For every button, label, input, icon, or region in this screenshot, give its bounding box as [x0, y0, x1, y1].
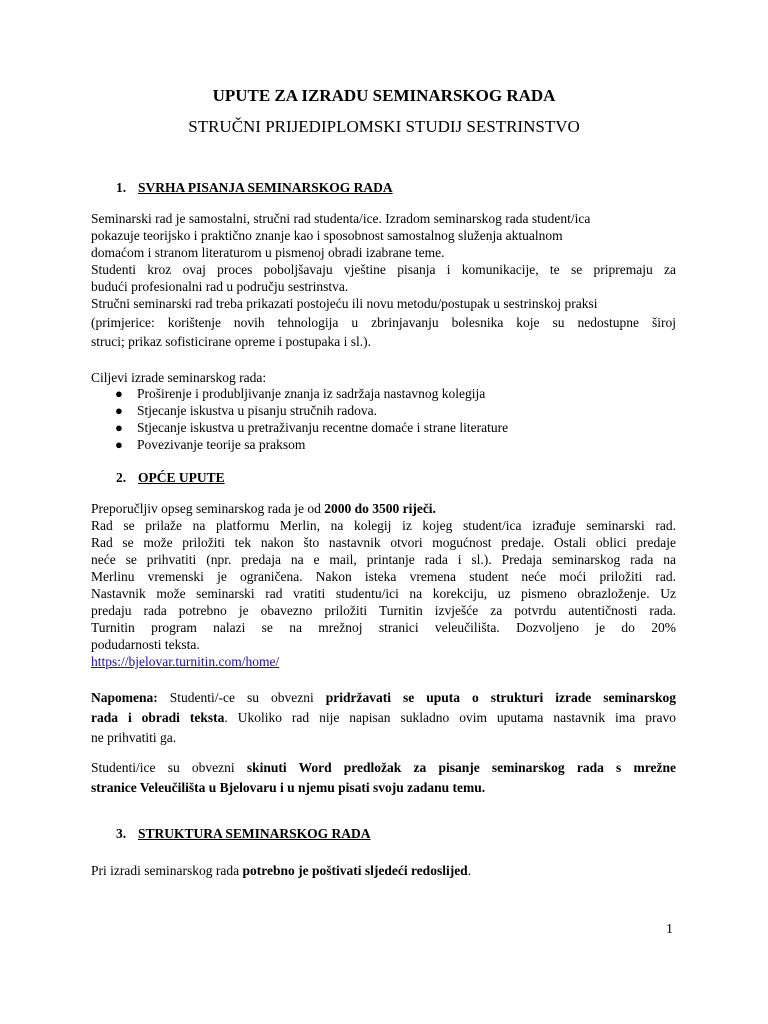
text-line: predaju rada potrebno je obavezno priložiti Turnitin izvješće za potvrdu autentičnosti rada.	[91, 603, 676, 618]
text-line: domaćom i stranom literaturom u pismenoj obradi izabrane teme.	[91, 245, 445, 260]
paragraph-purpose	[91, 210, 676, 350]
scope-bold: 2000 do 3500 riječi.	[324, 501, 436, 516]
bullet-icon: ●	[115, 437, 123, 452]
note-label: Napomena:	[91, 690, 158, 705]
paragraph-note	[91, 688, 676, 748]
text-line: ne prihvatiti ga.	[91, 730, 177, 745]
list-item	[91, 402, 676, 419]
document-subtitle: STRUČNI PRIJEDIPLOMSKI STUDIJ SESTRINSTVO	[188, 117, 580, 136]
section-title: OPĆE UPUTE	[138, 470, 225, 485]
section-title: SVRHA PISANJA SEMINARSKOG RADA	[138, 180, 393, 195]
list-item-text: Povezivanje teorije sa praksom	[137, 437, 306, 452]
structure-text: Pri izradi seminarskog rada	[91, 863, 243, 878]
note-text: Studenti/-ce su obvezni	[157, 690, 326, 705]
text-line: Stručni seminarski rad treba prikazati postojeću ili novu metodu/postupak u sestrinskoj praksi	[91, 296, 598, 311]
text-line: podudarnosti teksta.	[91, 637, 200, 652]
bullet-icon: ●	[115, 420, 123, 435]
text-line: Merlinu vremenski je ograničena. Nakon isteka vremena student neće moći priložiti rad.	[91, 569, 676, 584]
text-line: neće se prihvatiti (npr. predaja na e mail, printanje rada i sl.). Predaja seminarskog rada na	[91, 552, 676, 567]
text-line: budući profesionalni rad u području sestrinstva.	[91, 279, 349, 294]
text-line	[91, 708, 676, 728]
note-text: . Ukoliko rad nije napisan sukladno ovim uputama nastavnik ima pravo	[224, 710, 676, 725]
scope-text: Preporučljiv opseg seminarskog rada je od	[91, 501, 325, 516]
text-line	[91, 778, 676, 798]
section-heading-3	[116, 826, 371, 842]
section-title: STRUKTURA SEMINARSKOG RADA	[138, 826, 371, 841]
section-number: 1.	[116, 180, 127, 195]
text-line: Turnitin program nalazi se na mrežnoj stranici veleučilišta. Dozvoljeno je do 20%	[91, 620, 676, 635]
paragraph-structure	[91, 862, 676, 879]
note-bold: rada i obradi teksta	[91, 710, 225, 725]
text-line: Rad se može priložiti tek nakon što nastavnik otvori mogućnost predaje. Ostali oblici predaje	[91, 535, 676, 550]
page-number: 1	[666, 922, 673, 937]
scope-line	[91, 500, 676, 517]
word-text: Studenti/ice su obvezni	[91, 760, 247, 775]
structure-bold: potrebno je poštivati sljedeći redoslijed	[242, 863, 468, 878]
document-title: UPUTE ZA IZRADU SEMINARSKOG RADA	[212, 86, 556, 105]
section-number: 3.	[116, 826, 127, 841]
text-line: struci; prikaz sofisticirane opreme i postupaka i sl.).	[91, 334, 372, 349]
goals-list	[91, 385, 676, 453]
note-bold: pridržavati se uputa o strukturi izrade seminarskog	[325, 690, 676, 705]
text-line: Seminarski rad je samostalni, stručni rad studenta/ice. Izradom seminarskog rada student/ica	[91, 211, 591, 226]
bullet-icon: ●	[115, 403, 123, 418]
text-line: pokazuje teorijsko i praktično znanje kao i sposobnost samostalnog služenja aktualnom	[91, 228, 563, 243]
list-item	[91, 385, 676, 402]
text-line: Nastavnik može seminarski rad vratiti studentu/ici na korekciju, uz pismeno obrazloženje. Uz	[91, 586, 676, 601]
section-heading-2	[116, 470, 225, 486]
paragraph-general	[91, 500, 676, 670]
list-item-text: Stjecanje iskustva u pretraživanju recentne domaće i strane literature	[137, 420, 509, 435]
goals-label: Ciljevi izrade seminarskog rada:	[91, 370, 267, 385]
turnitin-link[interactable]: https://bjelovar.turnitin.com/home/	[91, 654, 280, 669]
list-item-text: Proširenje i produbljivanje znanja iz sadržaja nastavnog kolegija	[137, 386, 486, 401]
text-line: Studenti kroz ovaj proces poboljšavaju vještine pisanja i komunikacije, te se pripremaju za	[91, 262, 676, 277]
list-item-text: Stjecanje iskustva u pisanju stručnih radova.	[137, 403, 377, 418]
bullet-icon: ●	[115, 386, 123, 401]
section-heading-1	[116, 180, 393, 196]
list-item	[91, 419, 676, 436]
text-line: Rad se prilaže na platformu Merlin, na kolegij iz kojeg student/ica izrađuje seminarski rad.	[91, 518, 676, 533]
paragraph-word-template	[91, 758, 676, 798]
section-number: 2.	[116, 470, 127, 485]
word-bold: stranice Veleučilišta u Bjelovaru i u njemu pisati svoju zadanu temu.	[91, 780, 486, 795]
text-line	[91, 688, 676, 708]
text-line	[91, 758, 676, 778]
word-bold: skinuti Word predložak za pisanje seminarskog rada s mrežne	[246, 760, 676, 775]
list-item	[91, 436, 676, 453]
structure-text: .	[467, 863, 472, 878]
text-line: (primjerice: korištenje novih tehnologija u zbrinjavanju bolesnika koje su nedostupne široj	[91, 315, 676, 330]
